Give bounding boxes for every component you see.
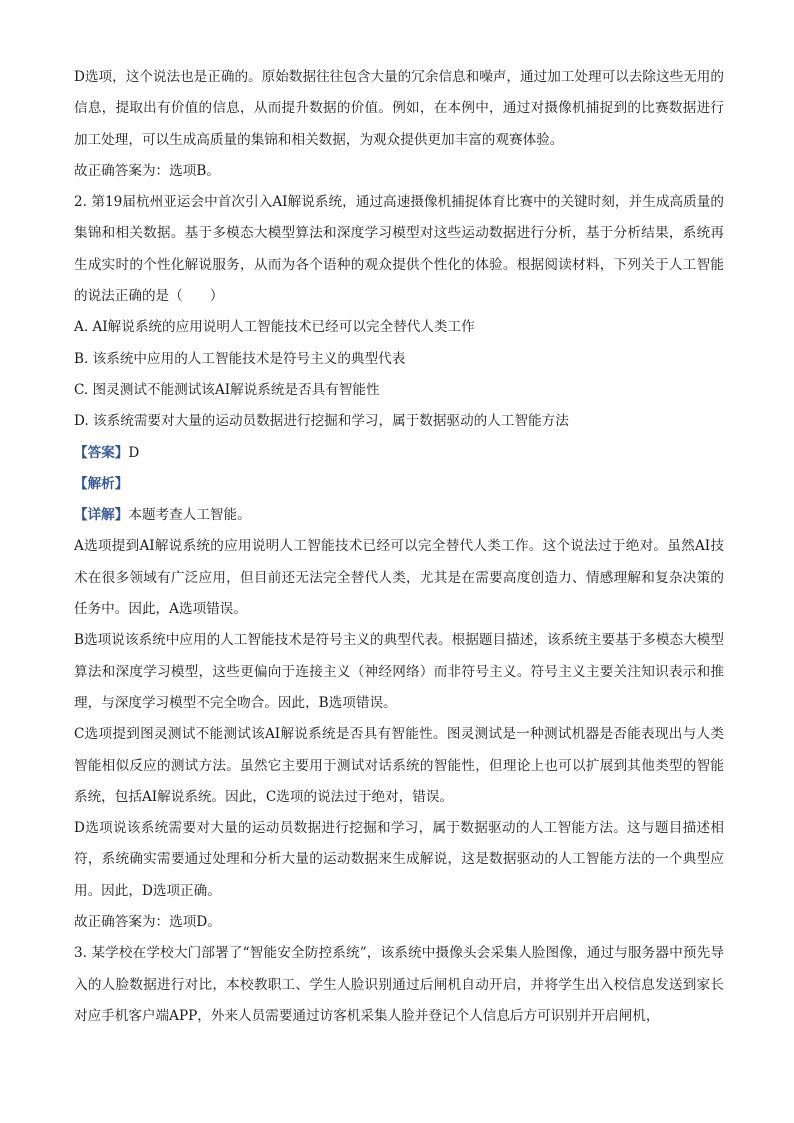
answer-line (74, 438, 724, 469)
explanation-a: A选项提到AI解说系统的应用说明人工智能技术已经可以完全替代人类工作。这个说法过于绝对。虽然AI技术在很多领域有广泛应用，但目前还无法完全替代人类，尤其是在需要高度创造力、情感理解和复杂决策的任务中。因此，A选项错误。 (74, 538, 724, 618)
answer-conclusion-q2: 故正确答案为：选项D。 (74, 914, 221, 931)
question-3-stem: 3. 某学校在学校大门部署了“智能安全防控系统”，该系统中摄像头会采集人脸图像，通过与服务器中预先导入的人脸数据进行对比，本校教职工、学生人脸识别通过后闸机自动开启，并将学生出入校信息发送到家长对应手机客户端APP，外来人员需要通过访客机采集人脸并登记个人信息后方可识别并开启闸机， (74, 945, 724, 1024)
question-2-stem: 2. 第19届杭州亚运会中首次引入AI解说系统，通过高速摄像机捕捉体育比赛中的关键时刻，并生成高质量的集锦和相关数据。基于多模态大模型算法和深度学习模型对这些运动数据进行分析，基于分析结果，系统再生成实时的个性化解说服务，从而为各个语种的观众提供个性化的体验。根据阅读材料，下列关于人工智能的说法正确的是（ ） (74, 194, 724, 305)
option-d-explanation-cont: D选项，这个说法也是正确的。原始数据往往包含大量的冗余信息和噪声，通过加工处理可以去除这些无用的信息，提取出有价值的信息，从而提升数据的价值。例如，在本例中，通过对摄像机捕捉到的比赛数据进行加工处理，可以生成高质量的集锦和相关数据，为观众提供更加丰富的观赛体验。 (74, 69, 724, 148)
document-page (74, 62, 724, 1032)
question-2-option-a: A. AI解说系统的应用说明人工智能技术已经可以完全替代人类工作 (74, 319, 475, 336)
detail-text: 本题考查人工智能。 (128, 507, 251, 524)
question-2-option-b: B. 该系统中应用的人工智能技术是符号主义的典型代表 (74, 350, 406, 367)
answer-value: D (128, 444, 140, 461)
analysis-line (74, 469, 724, 500)
answer-label: 【答案】 (74, 444, 129, 461)
analysis-label: 【解析】 (74, 475, 129, 492)
detail-label: 【详解】 (74, 507, 129, 524)
question-2-option-d: D. 该系统需要对大量的运动员数据进行挖掘和学习，属于数据驱动的人工智能方法 (74, 413, 569, 430)
explanation-b: B选项说该系统中应用的人工智能技术是符号主义的典型代表。根据题目描述，该系统主要基于多模态大模型算法和深度学习模型，这些更偏向于连接主义（神经网络）而非符号主义。符号主义主要关注知识表示和推理，与深度学习模型不完全吻合。因此，B选项错误。 (74, 632, 724, 711)
explanation-d: D选项说该系统需要对大量的运动员数据进行挖掘和学习，属于数据驱动的人工智能方法。这与题目描述相符，系统确实需要通过处理和分析大量的运动数据来生成解说，这是数据驱动的人工智能方法的一个典型应用。因此，D选项正确。 (74, 820, 724, 899)
explanation-c: C选项提到图灵测试不能测试该AI解说系统是否具有智能性。图灵测试是一种测试机器是否能表现出与人类智能相似反应的测试方法。虽然它主要用于测试对话系统的智能性，但理论上也可以扩展到其他类型的智能系统，包括AI解说系统。因此，C选项的说法过于绝对，错误。 (74, 726, 724, 805)
answer-conclusion-q1: 故正确答案为：选项B。 (74, 162, 220, 179)
question-2-option-c: C. 图灵测试不能测试该AI解说系统是否具有智能性 (74, 381, 380, 398)
detail-line (74, 500, 724, 531)
